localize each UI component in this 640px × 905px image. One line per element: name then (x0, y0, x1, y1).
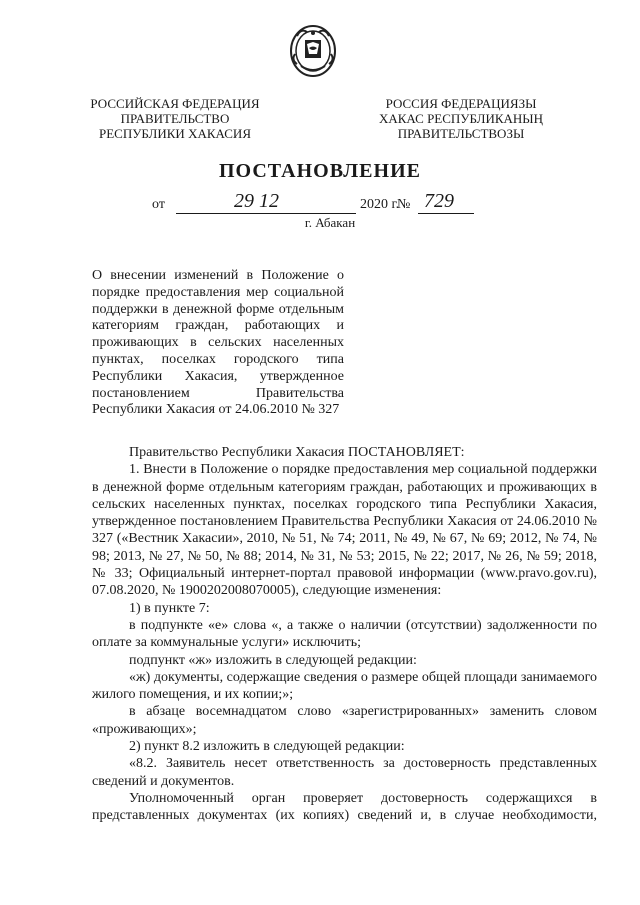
subject-line: Республики Хакасия, утвержденное (92, 368, 344, 384)
document-title: ПОСТАНОВЛЕНИЕ (219, 160, 421, 182)
header-right-line: РОССИЯ ФЕДЕРАЦИЯЗЫ (385, 96, 537, 111)
date-prefix: от (152, 197, 165, 212)
date-handwritten: 29 12 (234, 190, 279, 212)
subject-line: постановлением Правительства (92, 385, 344, 401)
body-paragraph: 2) пункт 8.2 изложить в следующей редакции: (129, 739, 405, 755)
subject-line: поддержки в денежной форме отдельным (92, 301, 344, 317)
header-khakas (356, 96, 566, 141)
body-paragraph: «8.2. Заявитель несет ответственность за достоверность представленных сведений и документов. (92, 756, 597, 789)
header-right-line: ПРАВИТЕЛЬСТВОЗЫ (397, 126, 525, 141)
body-paragraph: подпункт «ж» изложить в следующей редакции: (129, 652, 417, 668)
body-paragraph: в подпункте «е» слова «, а также о наличии (отсутствии) задолженности по оплате за коммунальные услуги» исключить; (92, 617, 597, 651)
date-year: 2020 г. (360, 197, 400, 212)
body-paragraph: в абзаце восемнадцатом слово «зарегистрированных» заменить словом «проживающих»; (92, 704, 597, 737)
number-handwritten: 729 (424, 190, 454, 212)
subject-line: проживающих в сельских населенных (92, 335, 344, 351)
subject-line: порядке предоставления мер социальной (92, 284, 344, 300)
header-left-line: ПРАВИТЕЛЬСТВО (120, 111, 230, 126)
header-right-line: ХАКАС РЕСПУБЛИКАНЫҢ (378, 111, 544, 126)
body-paragraph: 1) в пункте 7: (129, 600, 210, 616)
body-paragraph: 1. Внести в Положение о порядке предоставления мер социальной поддержки в денежной форме отдельным категориям граждан, работающих и проживающих в сельских населенных пунктах, поселках городского типа Республики Хакасия, утвержденное постановлением Правительства Республики Хакасия от 24.06.2010 № 327 («Вестник Хакасии», 2010, № 51, № 74; 2011, № 49, № 67, № 69; 2012, № 74, № 98; 2013, № 27, № 50, № 88; 2014, № 31, № 53; 2015, № 22; 2017, № 26, № 59; 2018, № 33; Официальный интернет-портал правовой информации (www.pravo.gov.ru), 07.08.2020, № 1900202008070005), следующие изменения: (92, 462, 597, 599)
subject-line: Республики Хакасия от 24.06.2010 № 327 (92, 402, 340, 418)
body-paragraph: Правительство Республики Хакасия ПОСТАНОВЛЯЕТ: (129, 445, 465, 460)
body-paragraph: Уполномоченный орган проверяет достоверность содержащихся в представленных документах (их копиях) сведений и, в случае необходимости, (92, 790, 597, 824)
subject-block (92, 268, 344, 419)
city-line: г. Абакан (304, 215, 356, 230)
subject-line: категориям граждан, работающих и (92, 318, 344, 334)
number-sign: № (397, 197, 411, 212)
subject-line: О внесении изменений в Положение о (92, 268, 344, 283)
header-left-line: РОССИЙСКАЯ ФЕДЕРАЦИЯ (90, 96, 260, 111)
subject-line: пунктах, поселках городского типа (92, 351, 344, 367)
header-left-line: РЕСПУБЛИКИ ХАКАСИЯ (98, 126, 251, 141)
header-russian (70, 96, 280, 141)
document-body (92, 444, 597, 825)
body-paragraph: «ж) документы, содержащие сведения о размере общей площади занимаемого жилого помещения, и их копии;»; (92, 669, 597, 703)
coat-of-arms-emblem (289, 24, 337, 78)
